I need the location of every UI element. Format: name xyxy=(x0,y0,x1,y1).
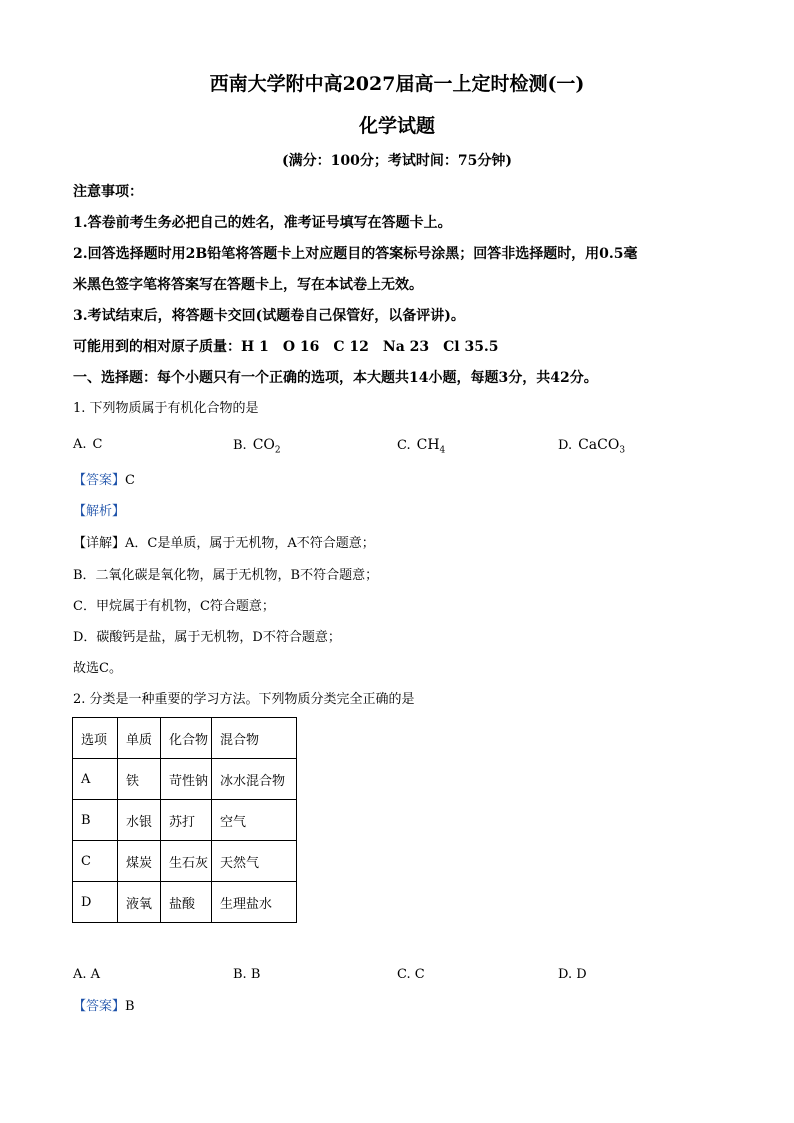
notice-item-3: 3.考试结束后，将答题卡交回(试题卷自己保管好，以备评讲)。 xyxy=(73,308,465,324)
table-cell: 空气 xyxy=(212,800,297,841)
table-cell: 生理盐水 xyxy=(212,882,297,923)
exam-title: 西南大学附中高2027届高一上定时检测(一) xyxy=(209,73,585,95)
table-cell: 液氧 xyxy=(118,882,161,923)
table-cell: D xyxy=(73,882,118,923)
q1-option-b: B. $CO_2$ xyxy=(233,437,281,456)
q2-option-c: C. C xyxy=(397,967,425,982)
table-cell: 水银 xyxy=(118,800,161,841)
table-header-row xyxy=(73,718,297,759)
atomic-masses: 可能用到的相对原子质量：H 1 O 16 C 12 Na 23 Cl 35.5 xyxy=(73,339,499,355)
table-cell: 冰水混合物 xyxy=(212,759,297,800)
exam-info: (满分：100分；考试时间：75分钟) xyxy=(282,153,512,169)
table-cell: 盐酸 xyxy=(161,882,212,923)
classification-table xyxy=(72,717,297,923)
table-cell: 生石灰 xyxy=(161,841,212,882)
table-row xyxy=(73,882,297,923)
q2-option-b: B. B xyxy=(233,967,261,982)
table-header-cell: 单质 xyxy=(118,718,161,759)
q1-option-c: C. $CH_4$ xyxy=(397,437,446,456)
q1-option-d: D. CaCO$_3$ xyxy=(558,437,626,456)
table-header-cell: 选项 xyxy=(73,718,118,759)
q1-answer: 【答案】C xyxy=(73,473,135,488)
table-cell: A xyxy=(73,759,118,800)
table-header-cell: 化合物 xyxy=(161,718,212,759)
table-row xyxy=(73,800,297,841)
table-cell: B xyxy=(73,800,118,841)
table-cell: 铁 xyxy=(118,759,161,800)
table-row xyxy=(73,841,297,882)
notice-item-1: 1.答卷前考生务必把自己的姓名，准考证号填写在答题卡上。 xyxy=(73,215,452,231)
table-cell: C xyxy=(73,841,118,882)
notice-heading: 注意事项： xyxy=(73,184,143,200)
table-cell: 煤炭 xyxy=(118,841,161,882)
table-row xyxy=(73,759,297,800)
q1-detail-line-3: C．甲烷属于有机物，C符合题意； xyxy=(73,599,275,614)
table-header-cell: 混合物 xyxy=(212,718,297,759)
table-cell: 苛性钠 xyxy=(161,759,212,800)
q1-detail-line-1: 【详解】A．C是单质，属于无机物，A不符合题意； xyxy=(73,536,375,551)
section-1-heading: 一、选择题：每个小题只有一个正确的选项，本大题共14小题，每题3分，共42分。 xyxy=(73,370,598,386)
notice-item-2-cont: 米黑色签字笔将答案写在答题卡上，写在本试卷上无效。 xyxy=(73,277,423,293)
q2-option-a: A. A xyxy=(73,967,101,982)
q2-stem: 2. 分类是一种重要的学习方法。下列物质分类完全正确的是 xyxy=(73,692,415,707)
q1-analysis-label: 【解析】 xyxy=(73,504,126,519)
subject-title: 化学试题 xyxy=(358,115,435,137)
table-cell: 苏打 xyxy=(161,800,212,841)
notice-item-2: 2.回答选择题时用2B铅笔将答题卡上对应题目的答案标号涂黑；回答非选择题时，用0.5毫 xyxy=(73,246,638,262)
q2-option-d: D. D xyxy=(558,967,587,982)
table-cell: 天然气 xyxy=(212,841,297,882)
q1-detail-line-2: B．二氧化碳是氧化物，属于无机物，B不符合题意； xyxy=(73,568,379,583)
q2-answer: 【答案】B xyxy=(73,999,135,1014)
q1-option-a: A. C xyxy=(73,437,103,452)
q1-detail-line-4: D．碳酸钙是盐，属于无机物，D不符合题意； xyxy=(73,630,341,645)
q1-stem: 1. 下列物质属于有机化合物的是 xyxy=(73,401,259,416)
q1-conclusion: 故选C。 xyxy=(73,661,122,676)
